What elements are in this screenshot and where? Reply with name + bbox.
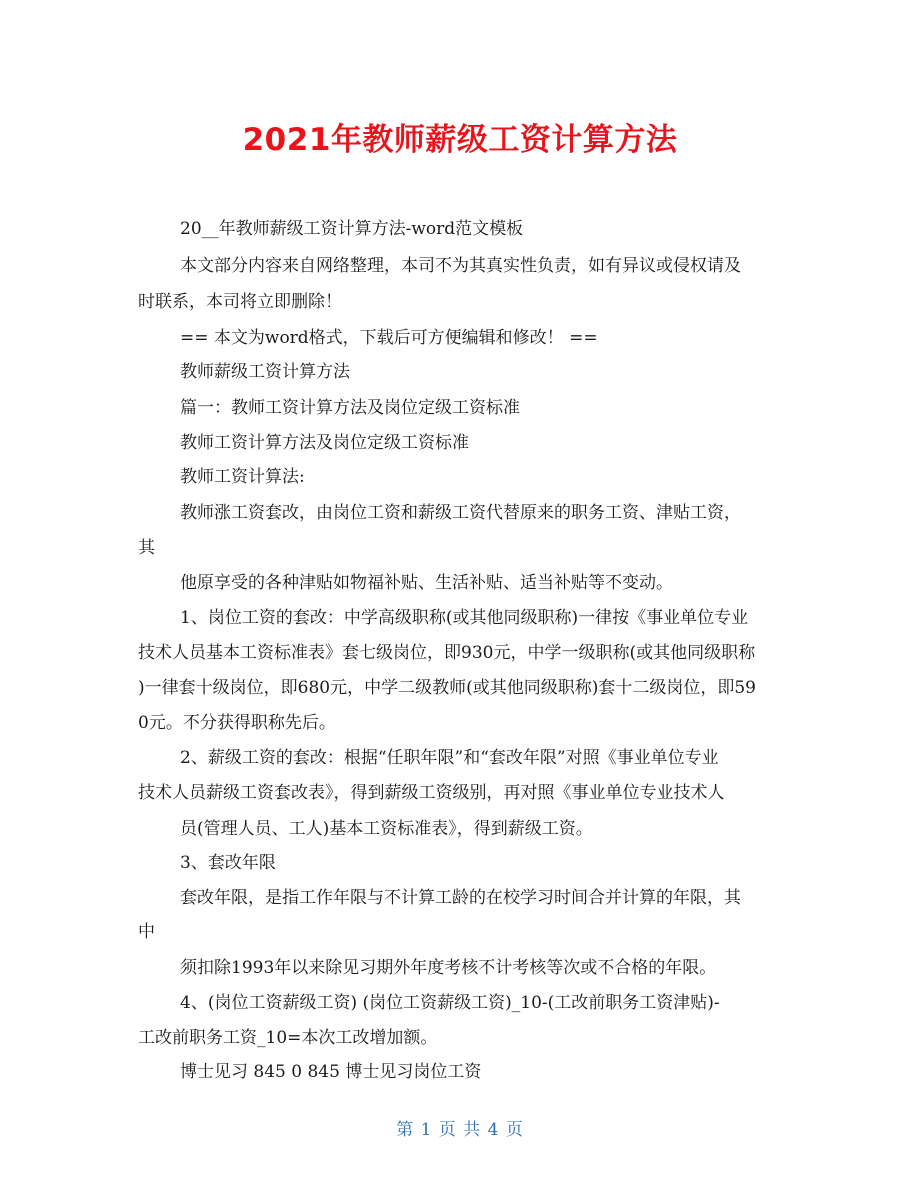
text-line-16: 2、薪级工资的套改：根据“任职年限”和“套改年限”对照《事业单位专业	[180, 748, 719, 768]
document-title: 2021年教师薪级工资计算方法	[242, 122, 678, 158]
text-line-15: 0元。不分获得职称先后。	[138, 713, 336, 733]
text-line-1: 20__年教师薪级工资计算方法-word范文模板	[180, 219, 524, 239]
text-line-25: 博士见习 845 0 845 博士见习岗位工资	[180, 1062, 482, 1082]
text-line-24: 工改前职务工资_10=本次工改增加额。	[138, 1028, 438, 1048]
text-line-19: 3、套改年限	[180, 853, 276, 873]
text-line-11: 他原享受的各种津贴如物福补贴、生活补贴、适当补贴等不变动。	[180, 573, 673, 593]
text-line-22: 须扣除1993年以来除见习期外年度考核不计考核等次或不合格的年限。	[180, 958, 717, 978]
text-line-18: 员(管理人员、工人)基本工资标准表》，得到薪级工资。	[180, 819, 593, 839]
text-line-10: 其	[138, 538, 155, 558]
text-line-17: 技术人员薪级工资套改表》，得到薪级工资级别，再对照《事业单位专业技术人	[138, 783, 725, 803]
text-line-13: 技术人员基本工资标准表》套七级岗位，即930元，中学一级职称(或其他同级职称	[138, 643, 756, 663]
text-line-23: 4、(岗位工资薪级工资) (岗位工资薪级工资)_10-(工改前职务工资津贴)-	[180, 993, 720, 1013]
text-line-5: 教师薪级工资计算方法	[180, 362, 350, 382]
text-line-14: )一律套十级岗位，即680元，中学二级教师(或其他同级职称)套十二级岗位，即59	[138, 678, 756, 698]
text-line-9: 教师涨工资套改，由岗位工资和薪级工资代替原来的职务工资、津贴工资，	[180, 503, 741, 523]
text-line-20: 套改年限，是指工作年限与不计算工龄的在校学习时间合并计算的年限，其	[180, 888, 741, 908]
page-number-footer: 第 1 页 共 4 页	[396, 1120, 524, 1140]
text-line-21: 中	[138, 922, 155, 942]
text-line-6: 篇一：教师工资计算方法及岗位定级工资标准	[180, 398, 520, 418]
text-line-3: 时联系，本司将立即删除！	[138, 292, 342, 312]
text-line-4: == 本文为word格式，下载后可方便编辑和修改！ ==	[180, 328, 598, 348]
text-line-8: 教师工资计算法:	[180, 467, 305, 487]
text-line-7: 教师工资计算方法及岗位定级工资标准	[180, 433, 469, 453]
text-line-12: 1、岗位工资的套改：中学高级职称(或其他同级职称)一律按《事业单位专业	[180, 608, 749, 628]
text-line-2: 本文部分内容来自网络整理，本司不为其真实性负责，如有异议或侵权请及	[180, 256, 741, 276]
